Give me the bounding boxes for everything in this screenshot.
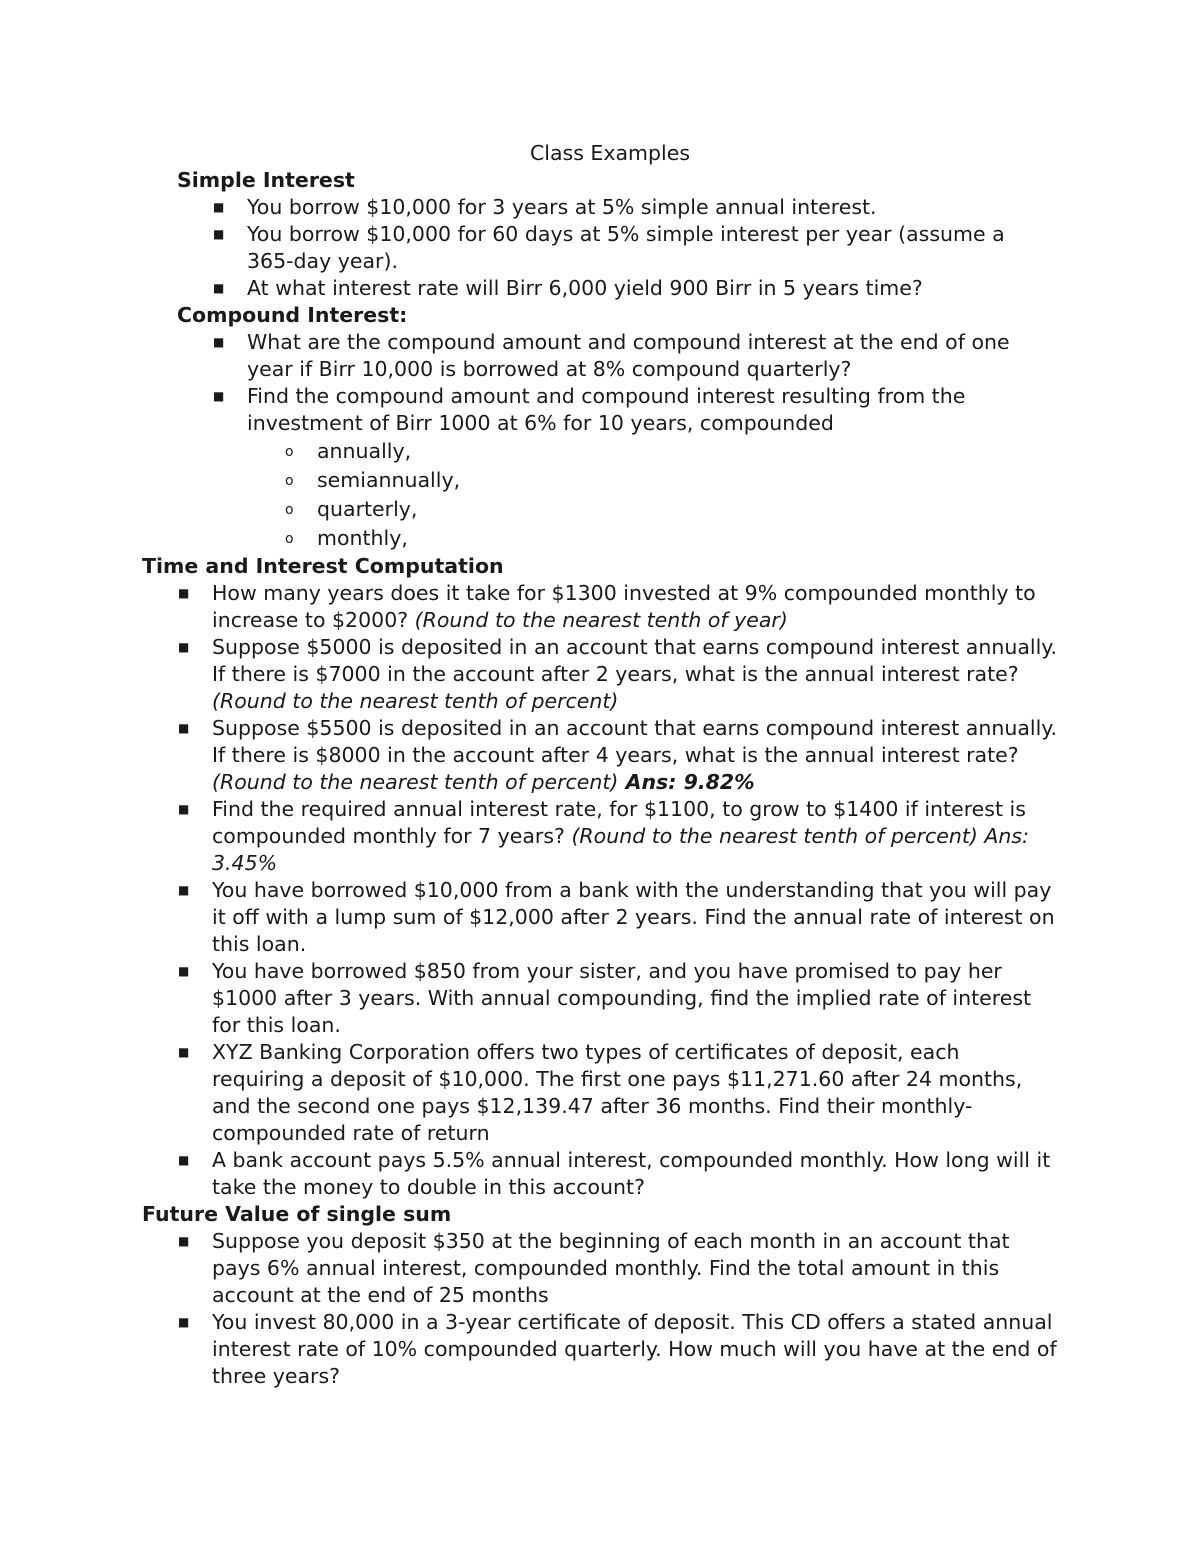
list-item: ■ Suppose $5000 is deposited in an account that earns compound interest annually. If there is $7000 in the account after 2 years, what is the annual interest rate? (Round to the nearest tenth of percent)	[178, 635, 1058, 713]
circle-bullet-icon: o	[285, 473, 294, 489]
sub-list-item: o quarterly,	[0, 495, 1200, 524]
square-bullet-icon: ■	[178, 640, 190, 654]
sub-list-item: o semiannually,	[0, 466, 1200, 495]
square-bullet-icon: ■	[213, 389, 225, 403]
list-item: ■ Find the compound amount and compound interest resulting from the investment of Birr 1000 at 6% for 10 years, compounded	[213, 384, 966, 435]
square-bullet-icon: ■	[178, 802, 190, 816]
list-item: ■ Suppose you deposit $350 at the beginning of each month in an account that pays 6% annual interest, compounded monthly. Find the total amount in this account at the end of 25 months	[178, 1229, 1010, 1307]
list-item: ■ How many years does it take for $1300 invested at 9% compounded monthly to increase to $2000? (Round to the nearest tenth of year)	[178, 581, 1036, 632]
list-item: ■ You borrow $10,000 for 60 days at 5% simple interest per year (assume a 365-day year).	[213, 222, 1005, 273]
square-bullet-icon: ■	[213, 227, 225, 241]
square-bullet-icon: ■	[213, 200, 225, 214]
answer: Ans: 9.82%	[618, 770, 755, 794]
compound-interest-list	[0, 329, 1200, 437]
list-item: ■ You have borrowed $10,000 from a bank with the understanding that you will pay it off with a lump sum of $12,000 after 2 years. Find the annual rate of interest on this loan.	[178, 878, 1055, 956]
square-bullet-icon: ■	[178, 964, 190, 978]
compound-interest-heading: Compound Interest:	[177, 303, 408, 327]
future-value-list	[0, 1228, 1200, 1390]
circle-bullet-icon: o	[285, 502, 294, 518]
square-bullet-icon: ■	[178, 721, 190, 735]
square-bullet-icon: ■	[178, 1153, 190, 1167]
square-bullet-icon: ■	[213, 335, 225, 349]
square-bullet-icon: ■	[178, 586, 190, 600]
list-item: ■ Find the required annual interest rate, for $1100, to grow to $1400 if interest is compounded monthly for 7 years? (Round to the nearest tenth of percent) Ans: 3.45%	[178, 797, 1029, 875]
list-item: ■ You have borrowed $850 from your sister, and you have promised to pay her $1000 after 3 years. With annual compounding, find the implied rate of interest for this loan.	[178, 959, 1032, 1037]
list-item: ■ At what interest rate will Birr 6,000 yield 900 Birr in 5 years time?	[213, 276, 923, 300]
square-bullet-icon: ■	[178, 1234, 190, 1248]
square-bullet-icon: ■	[213, 281, 225, 295]
circle-bullet-icon: o	[285, 531, 294, 547]
simple-interest-heading: Simple Interest	[177, 168, 355, 192]
list-item: ■ You borrow $10,000 for 3 years at 5% simple annual interest.	[213, 195, 877, 219]
list-item: ■ Suppose $5500 is deposited in an account that earns compound interest annually. If there is $8000 in the account after 4 years, what is the annual interest rate? (Round to the nearest tenth of percent) Ans: 9.82%	[178, 716, 1058, 794]
list-item: ■ What are the compound amount and compound interest at the end of one year if Birr 10,000 is borrowed at 8% compound quarterly?	[213, 330, 1010, 381]
square-bullet-icon: ■	[178, 883, 190, 897]
document-page	[0, 140, 1200, 1390]
simple-interest-list	[0, 194, 1200, 302]
list-item: ■ XYZ Banking Corporation offers two types of certificates of deposit, each requiring a deposit of $10,000. The first one pays $11,271.60 after 24 months, and the second one pays $12,139.47 after 36 months. Find their monthly-compounded rate of return	[178, 1040, 1023, 1145]
time-interest-heading: Time and Interest Computation	[142, 554, 504, 578]
square-bullet-icon: ■	[178, 1045, 190, 1059]
square-bullet-icon: ■	[178, 1315, 190, 1329]
document-title: Class Examples	[529, 141, 691, 165]
sub-list-item: o monthly,	[0, 524, 1200, 553]
circle-bullet-icon: o	[285, 444, 294, 460]
compounding-frequency-list	[0, 437, 1200, 553]
list-item: ■ A bank account pays 5.5% annual interest, compounded monthly. How long will it take the money to double in this account?	[178, 1148, 1051, 1199]
future-value-heading: Future Value of single sum	[142, 1202, 452, 1226]
list-item: ■ You invest 80,000 in a 3-year certificate of deposit. This CD offers a stated annual interest rate of 10% compounded quarterly. How much will you have at the end of three years?	[178, 1310, 1057, 1388]
sub-list-item: o annually,	[0, 437, 1200, 466]
time-interest-list	[0, 580, 1200, 1201]
